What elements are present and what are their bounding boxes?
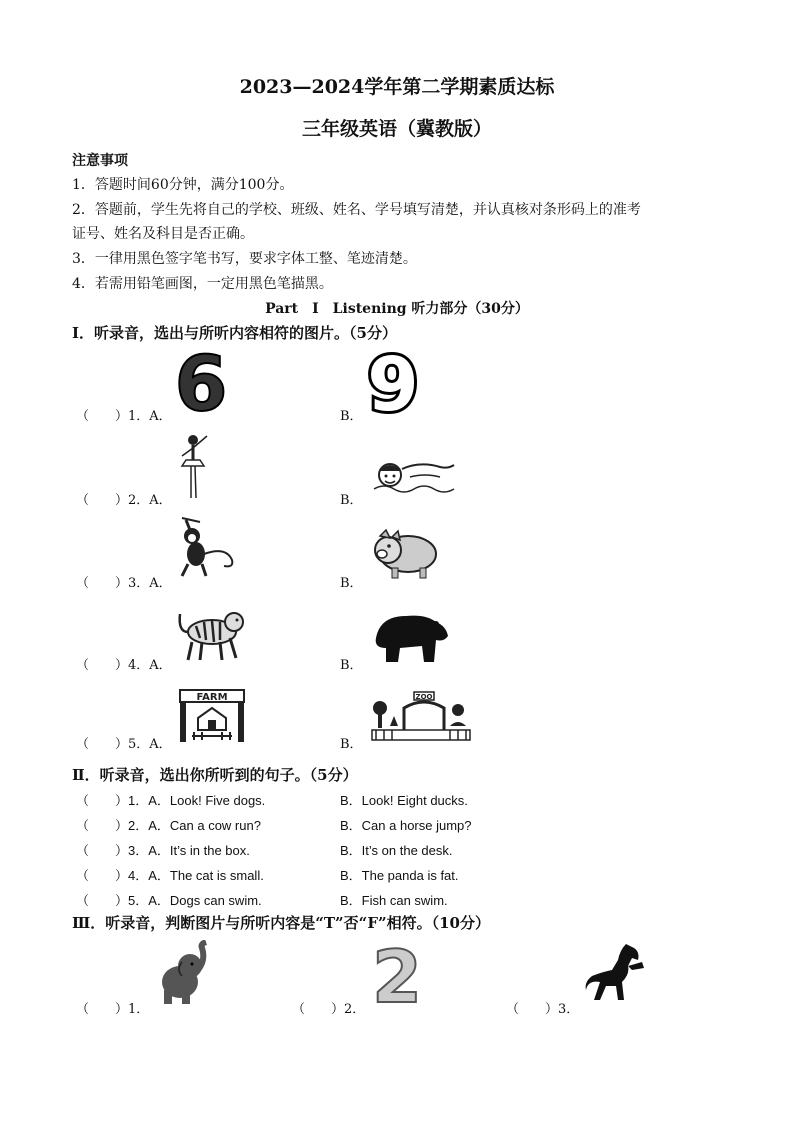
- q1-option-a-label: （ ）1．A．: [76, 409, 172, 424]
- swimmer-picture: [370, 455, 456, 497]
- s2-q1-option-a: （ ）1．A．Look! Five dogs.: [76, 793, 266, 808]
- q2-option-a-label: （ ）2．A．: [76, 493, 172, 508]
- monkey-picture: [176, 516, 238, 580]
- section3-heading: Ⅲ．听录音，判断图片与所听内容是“T”否“F”相符。（10分）: [72, 914, 490, 932]
- number-two-picture: [366, 944, 428, 1008]
- horse-picture: [582, 940, 648, 1006]
- pig-picture: [370, 526, 440, 582]
- part-one-title: Part Ⅰ Listening 听力部分（30分）: [265, 301, 529, 317]
- s3-item-3-label: （ ）3．: [506, 1002, 580, 1017]
- s2-q3-option-b: B．It’s on the desk.: [340, 843, 453, 858]
- farm-sign-text: FARM: [196, 692, 228, 703]
- q2-option-b-label: B．: [340, 493, 363, 508]
- number-six-glyph: 6: [176, 348, 226, 418]
- tiger-picture: [176, 602, 258, 664]
- s2-q1-option-b: B．Look! Eight ducks.: [340, 793, 468, 808]
- zoo-sign-text: ZOO: [415, 693, 433, 701]
- s3-item-2-label: （ ）2．: [292, 1002, 366, 1017]
- section2-heading: Ⅱ．听录音，选出你所听到的句子。（5分）: [72, 766, 358, 784]
- s2-q5-option-b: B．Fish can swim.: [340, 893, 448, 908]
- q4-option-b-label: B．: [340, 658, 363, 673]
- s2-q3-option-a: （ ）3．A．It’s in the box.: [76, 843, 250, 858]
- note-item: 1．答题时间60分钟，满分100分。: [72, 177, 294, 193]
- q5-option-a-label: （ ）5．A．: [76, 737, 172, 752]
- number-nine-picture: [368, 350, 418, 418]
- q4-option-a-label: （ ）4．A．: [76, 658, 172, 673]
- note-item: 2．答题前，学生先将自己的学校、班级、姓名、学号填写清楚，并认真核对条形码上的准考: [72, 202, 641, 218]
- elephant-picture: [152, 940, 210, 1008]
- number-nine-glyph: 9: [368, 350, 418, 418]
- note-item: 3．一律用黑色签字笔书写，要求字体工整、笔迹清楚。: [72, 251, 417, 267]
- dancer-picture: [178, 432, 212, 502]
- q1-option-b-label: B．: [340, 409, 363, 424]
- note-item: 证号、姓名及科目是否正确。: [72, 226, 254, 242]
- number-six-picture: [176, 348, 226, 418]
- q3-option-b-label: B．: [340, 576, 363, 591]
- s3-item-1-label: （ ）1．: [76, 1002, 150, 1017]
- s2-q2-option-a: （ ）2．A．Can a cow run?: [76, 818, 261, 833]
- note-item: 4．若需用铅笔画图，一定用黑色笔描黑。: [72, 276, 333, 292]
- s2-q5-option-a: （ ）5．A．Dogs can swim.: [76, 893, 262, 908]
- zoo-picture: [370, 690, 472, 742]
- bear-picture: [370, 608, 450, 666]
- q3-option-a-label: （ ）3．A．: [76, 576, 172, 591]
- section1-heading: Ⅰ．听录音，选出与所听内容相符的图片。（5分）: [72, 324, 397, 342]
- exam-title: 2023—2024学年第二学期素质达标: [239, 76, 555, 98]
- s2-q2-option-b: B．Can a horse jump?: [340, 818, 472, 833]
- number-two-glyph: 2: [371, 944, 423, 1008]
- s2-q4-option-a: （ ）4．A．The cat is small.: [76, 868, 264, 883]
- s2-q4-option-b: B．The panda is fat.: [340, 868, 459, 883]
- notes-heading: 注意事项: [72, 153, 128, 169]
- farm-picture: [176, 688, 248, 742]
- exam-subtitle: 三年级英语（冀教版）: [301, 118, 492, 140]
- q5-option-b-label: B．: [340, 737, 363, 752]
